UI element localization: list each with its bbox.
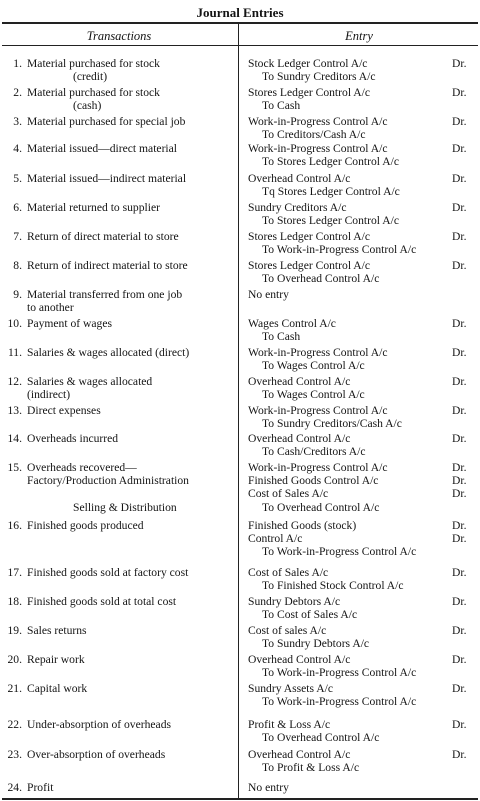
- debit-marker-column: [452, 346, 478, 359]
- entry-line: Stock Ledger Control A/c: [248, 57, 368, 70]
- debit-marker-column: [452, 375, 478, 388]
- transaction-line: Over-absorption of overheads: [27, 748, 166, 761]
- entry-line: Finished Goods Control A/c: [248, 474, 379, 488]
- journal-entry: [248, 461, 438, 514]
- journal-entry: [248, 781, 438, 794]
- entry-line: Work-in-Progress Control A/c: [248, 142, 388, 155]
- row-number: 20.: [7, 653, 22, 666]
- debit-marker-column: [452, 624, 478, 637]
- entry-line: Overhead Control A/c: [248, 375, 351, 388]
- row-number: 10.: [7, 317, 22, 330]
- debit-marker: Dr.: [452, 653, 467, 666]
- transaction-line: Salaries & wages allocated: [27, 375, 153, 388]
- header-rule: [2, 45, 478, 46]
- row-number: 1.: [13, 57, 22, 70]
- transaction-description: [27, 142, 235, 155]
- entry-line: To Stores Ledger Control A/c: [262, 214, 400, 228]
- entry-line: No entry: [248, 781, 289, 794]
- entry-line: Work-in-Progress Control A/c: [248, 404, 388, 417]
- transaction-line: to another: [27, 301, 74, 315]
- debit-marker-column: [452, 115, 478, 128]
- journal-entry: [248, 288, 438, 301]
- row-number: 5.: [13, 172, 22, 185]
- journal-entry: [248, 115, 438, 141]
- journal-entry: [248, 346, 438, 372]
- entry-line: Work-in-Progress Control A/c: [248, 461, 388, 474]
- transaction-line: Material purchased for special job: [27, 115, 186, 128]
- debit-marker-column: [452, 595, 478, 608]
- row-number: 16.: [7, 519, 22, 532]
- debit-marker: Dr.: [452, 317, 467, 330]
- transaction-description: [27, 461, 235, 514]
- debit-marker-column: [452, 682, 478, 695]
- row-number: 7.: [13, 230, 22, 243]
- entry-line: Overhead Control A/c: [248, 432, 351, 445]
- transaction-description: [27, 748, 235, 761]
- journal-entry: [248, 317, 438, 343]
- transaction-line: Overheads incurred: [27, 432, 119, 445]
- journal-entry: [248, 624, 438, 650]
- debit-marker: Dr.: [452, 682, 467, 695]
- row-number: 2.: [13, 86, 22, 99]
- entry-line: To Work-in-Progress Control A/c: [262, 545, 417, 559]
- journal-entry: [248, 404, 438, 430]
- debit-marker-column: [452, 432, 478, 445]
- entry-line: Sundry Creditors A/c: [248, 201, 347, 214]
- transaction-description: [27, 404, 235, 417]
- transaction-line: (indirect): [27, 388, 71, 402]
- entry-line: To Overhead Control A/c: [262, 500, 380, 514]
- entry-line: To Cash: [262, 330, 301, 344]
- row-number: 19.: [7, 624, 22, 637]
- transaction-description: [27, 624, 235, 637]
- entry-line: To Sundry Debtors A/c: [262, 637, 370, 651]
- journal-entry: [248, 566, 438, 592]
- entry-line: To Sundry Creditors A/c: [262, 70, 376, 84]
- transaction-line: Factory/Production Administration: [27, 474, 189, 488]
- entry-line: To Cost of Sales A/c: [262, 608, 358, 622]
- entry-line: Sundry Debtors A/c: [248, 595, 341, 608]
- entry-line: To Cash/Creditors A/c: [262, 445, 366, 459]
- journal-entry: [248, 718, 438, 744]
- debit-marker: Dr.: [452, 142, 467, 155]
- row-number: 11.: [7, 346, 22, 359]
- journal-entry: [248, 519, 438, 559]
- debit-marker: Dr.: [452, 230, 467, 243]
- entry-line: To Work-in-Progress Control A/c: [262, 666, 417, 680]
- row-number: 8.: [13, 259, 22, 272]
- transaction-description: [27, 519, 235, 532]
- entry-line: Cost of Sales A/c: [248, 487, 329, 501]
- row-number: 18.: [7, 595, 22, 608]
- journal-entry: [248, 172, 438, 198]
- transaction-description: [27, 115, 235, 128]
- entry-line: Finished Goods (stock): [248, 519, 357, 532]
- row-number: 6.: [13, 201, 22, 214]
- transaction-line: Sales returns: [27, 624, 87, 637]
- entry-line: To Profit & Loss A/c: [262, 761, 360, 775]
- entry-line: Work-in-Progress Control A/c: [248, 115, 388, 128]
- debit-marker-column: [452, 57, 478, 70]
- transaction-line: (credit): [73, 70, 108, 84]
- entry-line: Cost of sales A/c: [248, 624, 327, 637]
- row-number: 15.: [7, 461, 22, 474]
- debit-marker-column: [452, 718, 478, 731]
- transaction-line: Return of direct material to store: [27, 230, 179, 243]
- debit-marker: Dr.: [452, 461, 467, 474]
- debit-marker: Dr.: [452, 432, 467, 445]
- row-number: 9.: [13, 288, 22, 301]
- transaction-line: Finished goods sold at factory cost: [27, 566, 189, 579]
- journal-entry: [248, 57, 438, 83]
- row-number: 22.: [7, 718, 22, 731]
- debit-marker-column: [452, 566, 478, 579]
- transaction-line: Material purchased for stock: [27, 57, 160, 70]
- transaction-line: Material issued—direct material: [27, 142, 178, 155]
- entry-line: To Wages Control A/c: [262, 359, 365, 373]
- journal-entry: [248, 201, 438, 227]
- transaction-description: [27, 201, 235, 214]
- debit-marker: Dr.: [452, 718, 467, 731]
- debit-marker: Dr.: [452, 624, 467, 637]
- transaction-line: Overheads recovered—: [27, 461, 137, 474]
- transaction-line: (cash): [73, 99, 102, 113]
- entry-line: To Sundry Creditors/Cash A/c: [262, 417, 402, 431]
- entry-line: To Finished Stock Control A/c: [262, 579, 404, 593]
- entry-line: To Wages Control A/c: [262, 388, 365, 402]
- transaction-line: Direct expenses: [27, 404, 101, 417]
- transaction-line: Material purchased for stock: [27, 86, 160, 99]
- journal-entry: [248, 142, 438, 168]
- row-number: 13.: [7, 404, 22, 417]
- entry-line: Stores Ledger Control A/c: [248, 86, 371, 99]
- transaction-line: Material returned to supplier: [27, 201, 160, 214]
- journal-entry: [248, 682, 438, 708]
- entry-line: No entry: [248, 288, 289, 301]
- debit-marker-column: [452, 201, 478, 214]
- debit-marker: Dr.: [452, 532, 467, 546]
- entry-line: To Overhead Control A/c: [262, 272, 380, 286]
- entry-line: Overhead Control A/c: [248, 653, 351, 666]
- journal-entry: [248, 230, 438, 256]
- header-transactions: Transactions: [86, 29, 152, 43]
- entry-line: Control A/c: [248, 532, 303, 546]
- debit-marker-column: [452, 748, 478, 761]
- transaction-line: Return of indirect material to store: [27, 259, 188, 272]
- debit-marker: Dr.: [452, 474, 467, 488]
- debit-marker-column: [452, 259, 478, 272]
- debit-marker-column: [452, 404, 478, 417]
- debit-marker: Dr.: [452, 201, 467, 214]
- journal-entry: [248, 748, 438, 774]
- debit-marker: Dr.: [452, 595, 467, 608]
- transaction-description: [27, 230, 235, 243]
- transaction-description: [27, 172, 235, 185]
- entry-line: Sundry Assets A/c: [248, 682, 334, 695]
- entry-line: To Work-in-Progress Control A/c: [262, 243, 417, 257]
- debit-marker: Dr.: [452, 86, 467, 99]
- entry-line: Work-in-Progress Control A/c: [248, 346, 388, 359]
- transaction-description: [27, 259, 235, 272]
- entry-line: To Work-in-Progress Control A/c: [262, 695, 417, 709]
- transaction-description: [27, 595, 235, 608]
- journal-entry: [248, 595, 438, 621]
- debit-marker: Dr.: [452, 748, 467, 761]
- header-entry: Entry: [345, 29, 373, 43]
- debit-marker: Dr.: [452, 487, 467, 501]
- entry-line: Stores Ledger Control A/c: [248, 230, 371, 243]
- top-rule: [2, 22, 478, 24]
- row-number: 23.: [7, 748, 22, 761]
- row-number: 24.: [7, 781, 22, 794]
- row-number: 4.: [13, 142, 22, 155]
- transaction-description: [27, 86, 235, 112]
- transaction-line: Material issued—indirect material: [27, 172, 187, 185]
- transaction-description: [27, 317, 235, 330]
- transaction-line: Capital work: [27, 682, 88, 695]
- transaction-line: Finished goods produced: [27, 519, 144, 532]
- transaction-description: [27, 57, 235, 83]
- debit-marker: Dr.: [452, 346, 467, 359]
- debit-marker-column: [452, 317, 478, 330]
- row-number: 21.: [7, 682, 22, 695]
- debit-marker-column: [452, 142, 478, 155]
- debit-marker-column: [452, 86, 478, 99]
- debit-marker-column: [452, 230, 478, 243]
- entry-line: Tq Stores Ledger Control A/c: [262, 185, 400, 199]
- journal-entry: [248, 259, 438, 285]
- transaction-description: [27, 375, 235, 401]
- transaction-line: Salaries & wages allocated (direct): [27, 346, 190, 359]
- entry-line: Overhead Control A/c: [248, 748, 351, 761]
- entry-line: To Overhead Control A/c: [262, 731, 380, 745]
- transaction-description: [27, 346, 235, 359]
- row-number: 3.: [13, 115, 22, 128]
- entry-line: Wages Control A/c: [248, 317, 336, 330]
- transaction-line: Repair work: [27, 653, 85, 666]
- transaction-description: [27, 432, 235, 445]
- entry-line: Overhead Control A/c: [248, 172, 351, 185]
- debit-marker: Dr.: [452, 375, 467, 388]
- column-divider: [238, 22, 239, 799]
- row-number: 12.: [7, 375, 22, 388]
- debit-marker: Dr.: [452, 172, 467, 185]
- transaction-line: Selling & Distribution: [73, 500, 177, 514]
- entry-line: Stores Ledger Control A/c: [248, 259, 371, 272]
- entry-line: Cost of Sales A/c: [248, 566, 329, 579]
- page-title: Journal Entries: [196, 5, 284, 20]
- journal-entry: [248, 432, 438, 458]
- transaction-description: [27, 566, 235, 579]
- transaction-description: [27, 288, 235, 314]
- debit-marker: Dr.: [452, 57, 467, 70]
- transaction-line: Material transferred from one job: [27, 288, 183, 301]
- row-number: 17.: [7, 566, 22, 579]
- debit-marker: Dr.: [452, 519, 467, 532]
- transaction-description: [27, 682, 235, 695]
- transaction-description: [27, 718, 235, 731]
- transaction-line: Under-absorption of overheads: [27, 718, 171, 731]
- transaction-line: [27, 487, 235, 500]
- debit-marker: Dr.: [452, 259, 467, 272]
- transaction-description: [27, 781, 235, 794]
- transaction-line: Finished goods sold at total cost: [27, 595, 177, 608]
- entry-line: To Creditors/Cash A/c: [262, 128, 366, 142]
- debit-marker: Dr.: [452, 404, 467, 417]
- entry-line: Profit & Loss A/c: [248, 718, 331, 731]
- bottom-rule: [2, 798, 478, 800]
- debit-marker: Dr.: [452, 115, 467, 128]
- journal-entry: [248, 653, 438, 679]
- debit-marker-column: [452, 172, 478, 185]
- transaction-description: [27, 653, 235, 666]
- debit-marker-column: [452, 653, 478, 666]
- debit-marker-column: [452, 461, 478, 501]
- debit-marker: Dr.: [452, 566, 467, 579]
- journal-entry: [248, 86, 438, 112]
- transaction-line: Payment of wages: [27, 317, 113, 330]
- row-number: 14.: [7, 432, 22, 445]
- transaction-line: Profit: [27, 781, 54, 794]
- journal-entry: [248, 375, 438, 401]
- entry-line: To Cash: [262, 99, 301, 113]
- entry-line: To Stores Ledger Control A/c: [262, 155, 400, 169]
